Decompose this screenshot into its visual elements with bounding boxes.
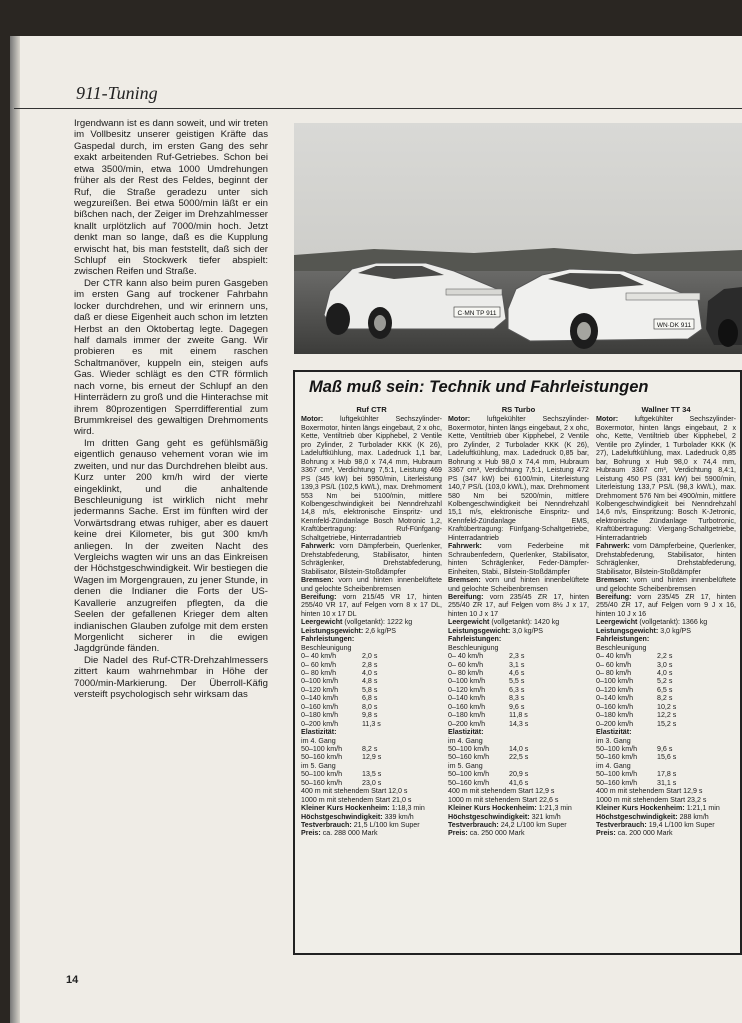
spec-kurs-value: 1:18,3 min — [391, 804, 425, 813]
spec-verbrauch-label: Testverbrauch: — [301, 821, 352, 829]
perf-label: 0–160 km/h — [596, 702, 634, 711]
spec-leistungsgewicht-label: Leistungsgewicht: — [448, 626, 511, 635]
perf-row — [448, 661, 589, 669]
perf-row — [301, 745, 442, 753]
perf-value: 5,8 s — [362, 685, 378, 694]
spec-fahrwerk — [448, 542, 589, 576]
perf-label: 50–160 km/h — [448, 753, 490, 762]
spec-kurs-label: Kleiner Kurs Hockenheim: — [596, 804, 685, 813]
start-1000: 1000 m mit stehendem Start 22,6 s — [448, 795, 559, 804]
perf-value: 12,2 s — [657, 711, 677, 720]
perf-row — [448, 711, 589, 719]
cars-photo — [294, 123, 742, 354]
perf-value: 15,2 s — [657, 719, 677, 728]
perf-value: 2,3 s — [509, 652, 525, 661]
perf-row — [596, 779, 736, 787]
spec-table-title: Maß muß sein: Technik und Fahrleistungen — [309, 378, 649, 396]
spec-fahrleistungen — [301, 635, 442, 643]
perf-value: 2,8 s — [362, 660, 378, 669]
perf-value: 8,0 s — [362, 702, 378, 711]
perf-row — [448, 686, 589, 694]
perf-label: 0–200 km/h — [596, 719, 634, 728]
gear-label: im 5. Gang — [301, 761, 336, 770]
perf-row — [301, 661, 442, 669]
perf-value: 41,6 s — [509, 778, 529, 787]
spec-leergewicht-note: (vollgetankt): — [639, 618, 680, 627]
spec-motor-label: Motor: — [301, 415, 324, 424]
perf-label: 50–160 km/h — [301, 753, 343, 762]
spec-bereifung-value: vorn 215/45 VR 17, hinten 255/40 VR 17, auf Felgen vorn 8 x 17 DL, hinten 10 x 17 DL — [301, 592, 442, 618]
spec-bremsen-value: vorn und hinten innenbelüftete und gelochte Scheibenbremsen — [448, 576, 589, 593]
fahrleistungen-label: Fahrleistungen: — [301, 635, 355, 644]
perf-label: 50–160 km/h — [301, 778, 343, 787]
perf-value: 17,8 s — [657, 770, 677, 779]
perf-row — [596, 753, 736, 761]
perf-value: 3,0 s — [657, 660, 673, 669]
perf-row — [448, 720, 589, 728]
spec-leistungsgewicht-value: 2,6 kg/PS — [365, 626, 397, 635]
perf-value: 11,3 s — [362, 719, 381, 728]
perf-value: 11,8 s — [509, 711, 528, 720]
spec-vmax — [301, 813, 442, 821]
perf-row — [301, 652, 442, 660]
spec-vmax-label: Höchstgeschwindigkeit: — [596, 812, 678, 821]
spec-kurs-value: 1:21,1 min — [686, 804, 720, 813]
perf-row — [596, 677, 736, 685]
perf-row — [596, 694, 736, 702]
spec-kurs-label: Kleiner Kurs Hockenheim: — [301, 804, 390, 813]
article-paragraph: Irgendwann ist es dann soweit, und wir treten im Vollbesitz unserer geistigen Kräfte das Gaspedal durch, im ersten Gang des sehr exakt arbeitenden Ruf-Getriebes. Schon bei etwa 3500/min, etwa 1000 Umdrehungen früher als der Rest des Feldes, beginnt der Ruf, die Straße geradezu unter sich wegzureißen. Bei etwa 5000/min läßt er ein bißchen nach, der Zeiger im Drehzahlmesser knallt urplötzlich auf 7000/min hoch. Jetzt denkt man so lange, daß es die Kupplung erwischt hat, bis man feststellt, daß sich der Schlupf ein Stockwerk tiefer abspielt: zwischen Reifen und Straße. — [74, 118, 268, 278]
perf-row — [301, 686, 442, 694]
beschleunigung-label: Beschleunigung — [448, 643, 499, 652]
spec-bereifung-label: Bereifung: — [301, 592, 337, 601]
magazine-page — [10, 36, 742, 1023]
spec-verbrauch-value: 21,5 L/100 km Super — [353, 821, 420, 829]
perf-value: 23,0 s — [362, 778, 382, 787]
elastizitaet-label: Elastizität: — [448, 728, 484, 737]
perf-label: 0–160 km/h — [301, 702, 339, 711]
elastizitaet-label: Elastizität: — [596, 728, 632, 737]
perf-label: 0–100 km/h — [448, 677, 486, 686]
perf-row — [596, 669, 736, 677]
spec-fahrleistungen — [448, 635, 589, 643]
perf-label: 0–200 km/h — [448, 719, 486, 728]
spec-preis-value: ca. 250 000 Mark — [469, 829, 525, 838]
spec-bremsen-value: vorn und hinten innenbelüftete und gelochte Scheibenbremsen — [596, 576, 736, 593]
car-name: RS Turbo — [501, 405, 536, 414]
gear-label: im 4. Gang — [596, 761, 631, 770]
perf-value: 12,9 s — [362, 753, 382, 762]
perf-value: 22,5 s — [509, 753, 529, 762]
spec-bremsen — [448, 576, 589, 593]
fahrleistungen-label: Fahrleistungen: — [448, 635, 502, 644]
spec-leistungsgewicht-value: 3,0 kg/PS — [660, 626, 692, 635]
perf-label: 0–180 km/h — [448, 711, 486, 720]
spec-leistungsgewicht-label: Leistungsgewicht: — [301, 626, 364, 635]
perf-label: 0–140 km/h — [301, 694, 339, 703]
car-column — [596, 406, 736, 838]
perf-label: 0–140 km/h — [596, 694, 634, 703]
start-400: 400 m mit stehendem Start 12,9 s — [448, 787, 555, 796]
spec-motor-label: Motor: — [596, 415, 619, 424]
perf-row — [596, 720, 736, 728]
perf-row — [301, 770, 442, 778]
perf-label: 50–100 km/h — [448, 770, 490, 779]
perf-value: 5,2 s — [657, 677, 673, 686]
spec-fahrwerk — [596, 542, 736, 576]
spec-bereifung-value: vorn 235/45 ZR 17, hinten 255/40 ZR 17, auf Felgen vorn 8½ J x 17, hinten 10 J x 17 — [448, 592, 589, 618]
perf-value: 6,3 s — [509, 685, 525, 694]
spec-kurs — [448, 804, 589, 812]
perf-label: 0–120 km/h — [448, 685, 486, 694]
spec-preis-label: Preis: — [448, 829, 468, 838]
spec-fahrleistungen — [596, 635, 736, 643]
perf-row — [448, 652, 589, 660]
spec-preis — [596, 829, 736, 837]
perf-value: 13,5 s — [362, 770, 382, 779]
start-400: 400 m mit stehendem Start 12,0 s — [301, 787, 408, 796]
perf-value: 14,0 s — [509, 744, 529, 753]
spec-motor-value: luftgekühlter Sechszylinder-Boxermotor, hinten längs eingebaut, 2 x ohc, Kette, Ventiltrieb über Kipphebel, 2 Ventile pro Zylinder, 2 Turbolader KKK (K 26), Ladeluftkühlung, max. Ladedruck 0,85 bar, Bohrung x Hub 98,0 x 74,4 mm, Hubraum 3367 cm³, Verdichtung 7,5:1, Leistung 472 PS (347 kW) bei 6100/min, Literleistung 140,7 PS/L (103,0 kW/L), max. Drehmoment 580 Nm bei 5200/min, mittlere Kolbengeschwindigkeit bei Nenndrehzahl 15,1 m/s, elektronische Einspritz- und Kennfeld-Zündanlage EMS, Kraftübertragung: Fünfgang-Schaltgetriebe, Hinterradantrieb — [448, 415, 589, 542]
spec-leergewicht — [596, 618, 736, 626]
spec-leistungsgewicht — [596, 627, 736, 635]
spec-motor — [301, 415, 442, 542]
spec-motor-value: luftgekühlter Sechszylinder-Boxermotor, hinten längs eingebaut, 2 x ohc, Kette, Ventiltrieb über Kipphebel, 2 Ventile pro Zylinder, 2 Turbolader KKK (K 26), Ladeluftkühlung, max. Ladedruck 1,1 bar, Bohrung x Hub 98,0 x 74,4 mm, Hubraum 3367 cm³, Verdichtung 7,5:1, Leistung 469 PS (345 kW) bei 5950/min, Literleistung 139,3 PS/L (102,5 kW/L), max. Drehmoment 553 Nm bei 5100/min, mittlere Kolbengeschwindigkeit bei Nenndrehzahl 14,8 m/s, elektronische Einspritz- und Kennfeld-Zündanlage Bosch Motronic 1,2, Kraftübertragung: Ruf-Fünfgang-Schaltgetriebe, Hinterradantrieb — [301, 415, 442, 542]
spec-bremsen — [301, 576, 442, 593]
perf-label: 0–160 km/h — [448, 702, 486, 711]
perf-label: 0– 40 km/h — [596, 652, 632, 661]
spec-bremsen-label: Bremsen: — [301, 576, 334, 585]
spec-elastizitaet — [448, 728, 589, 736]
spec-leergewicht-note: (vollgetankt): — [344, 618, 385, 627]
perf-value: 6,8 s — [362, 694, 378, 703]
article-text-column — [74, 118, 268, 1003]
perf-row — [301, 720, 442, 728]
perf-row — [596, 711, 736, 719]
perf-label: 0–200 km/h — [301, 719, 339, 728]
perf-label: 50–160 km/h — [448, 778, 490, 787]
car-column — [301, 406, 442, 838]
spec-verbrauch-value: 19,4 L/100 km Super — [648, 821, 715, 829]
spec-leistungsgewicht-value: 3,0 kg/PS — [512, 626, 544, 635]
spec-kurs — [301, 804, 442, 812]
spec-bereifung — [448, 593, 589, 618]
perf-value: 10,2 s — [657, 702, 677, 711]
elastizitaet-label: Elastizität: — [301, 728, 337, 737]
spec-leergewicht-value: 1366 kg — [681, 618, 708, 627]
perf-value: 9,8 s — [362, 711, 378, 720]
spec-vmax — [596, 813, 736, 821]
perf-row — [596, 703, 736, 711]
perf-label: 0–180 km/h — [596, 711, 634, 720]
spec-leistungsgewicht — [301, 627, 442, 635]
spec-bremsen-value: vorn und hinten innenbelüftete und gelochte Scheibenbremsen — [301, 576, 442, 593]
spec-vmax-label: Höchstgeschwindigkeit: — [301, 812, 383, 821]
spec-verbrauch-value: 24,2 L/100 km Super — [500, 821, 567, 829]
plate-right: WN·DK 911 — [656, 322, 692, 329]
perf-value: 8,2 s — [657, 694, 673, 703]
header-rule — [14, 108, 742, 109]
beschleunigung-label: Beschleunigung — [301, 643, 352, 652]
perf-row — [301, 753, 442, 761]
spec-vmax-value: 288 km/h — [679, 812, 709, 821]
article-paragraph: Der CTR kann also beim puren Gasgeben im ersten Gang auf trockener Fahrbahn locker durchdrehen, und wir erinnern uns, daß er diese Eigenheit auch schon im letzten Herbst an den Oktobertag legte. Dagegen half damals immer der zweite Gang. Wir probieren es mit einem raschen Schaltmanöver, kuppeln ein, steigen aufs Gas. Wieder schlägt es den CTR förmlich nach vorne, bis erneut der Schlupf an den Hinterrädern zu groß und die Hinterachse mit ihrem 80prozentigen Sperrdifferential zum Brummkreisel des gewaltigen Drehmoments wird. — [74, 277, 268, 438]
spec-vmax-value: 339 km/h — [384, 812, 414, 821]
perf-label: 0– 60 km/h — [301, 660, 337, 669]
perf-row — [448, 694, 589, 702]
perf-row — [301, 711, 442, 719]
spec-motor — [596, 415, 736, 542]
plate-left: C·MN TP 911 — [457, 310, 497, 317]
spec-vmax-label: Höchstgeschwindigkeit: — [448, 812, 530, 821]
perf-label: 50–100 km/h — [596, 770, 638, 779]
perf-value: 20,9 s — [509, 770, 529, 779]
perf-label: 50–160 km/h — [596, 778, 638, 787]
perf-value: 8,3 s — [509, 694, 525, 703]
perf-row — [448, 703, 589, 711]
perf-row — [301, 703, 442, 711]
gear-label: im 4. Gang — [301, 736, 336, 745]
perf-row — [596, 686, 736, 694]
perf-row — [596, 661, 736, 669]
perf-value: 14,3 s — [509, 719, 529, 728]
spec-verbrauch-label: Testverbrauch: — [448, 821, 499, 829]
spec-leergewicht-label: Leergewicht — [301, 618, 343, 627]
spec-vmax-value: 321 km/h — [531, 812, 561, 821]
spec-bereifung-label: Bereifung: — [448, 592, 484, 601]
car-column — [448, 406, 589, 838]
spec-fahrwerk-label: Fahrwerk: — [301, 542, 335, 551]
spec-leergewicht-label: Leergewicht — [448, 618, 490, 627]
spec-fahrwerk-value: vorn Dämpferbeine, Querlenker, Drehstabfederung, Stabilisator, hinten Schräglenker, Drehstabfederung, Stabilisator, Bilstein-Stoßdämpfer — [596, 542, 736, 576]
start-400: 400 m mit stehendem Start 12,9 s — [596, 787, 703, 796]
perf-row — [448, 753, 589, 761]
fahrleistungen-label: Fahrleistungen: — [596, 635, 650, 644]
perf-label: 0– 80 km/h — [448, 669, 484, 678]
spec-kurs-label: Kleiner Kurs Hockenheim: — [448, 804, 537, 813]
spec-leergewicht — [301, 618, 442, 626]
page-number: 14 — [66, 974, 79, 986]
perf-value: 2,0 s — [362, 652, 378, 661]
section-header: 911-Tuning — [76, 83, 158, 103]
spec-verbrauch — [301, 821, 442, 829]
perf-row — [301, 669, 442, 677]
perf-value: 4,0 s — [657, 669, 673, 678]
spec-preis-value: ca. 288 000 Mark — [322, 829, 378, 838]
spec-leistungsgewicht-label: Leistungsgewicht: — [596, 626, 659, 635]
perf-row — [301, 779, 442, 787]
car-name: Wallner TT 34 — [641, 405, 691, 414]
perf-value: 9,6 s — [657, 744, 673, 753]
perf-row — [596, 770, 736, 778]
spec-motor-label: Motor: — [448, 415, 471, 424]
spec-leergewicht-value: 1420 kg — [533, 618, 560, 627]
perf-value: 4,6 s — [509, 669, 525, 678]
perf-label: 0– 60 km/h — [596, 660, 632, 669]
spec-preis — [448, 829, 589, 837]
perf-value: 9,6 s — [509, 702, 525, 711]
spec-preis — [301, 829, 442, 837]
spec-table-box — [293, 370, 742, 955]
perf-label: 50–160 km/h — [596, 753, 638, 762]
gear-label: im 4. Gang — [448, 736, 483, 745]
perf-label: 50–100 km/h — [596, 744, 638, 753]
perf-label: 0– 80 km/h — [301, 669, 337, 678]
start-1000: 1000 m mit stehendem Start 23,2 s — [596, 795, 707, 804]
perf-value: 8,2 s — [362, 744, 378, 753]
spec-fahrwerk-label: Fahrwerk: — [596, 542, 630, 551]
perf-row — [448, 669, 589, 677]
spec-kurs — [596, 804, 736, 812]
perf-value: 3,1 s — [509, 660, 525, 669]
page-binding — [10, 36, 20, 1023]
perf-label: 0–140 km/h — [448, 694, 486, 703]
gear-label: im 5. Gang — [448, 761, 483, 770]
perf-value: 15,6 s — [657, 753, 677, 762]
gear-label: im 3. Gang — [596, 736, 631, 745]
spec-leergewicht-value: 1222 kg — [386, 618, 413, 627]
perf-label: 0–120 km/h — [596, 685, 634, 694]
article-paragraph: Die Nadel des Ruf-CTR-Drehzahlmessers zittert kaum wahrnehmbar in Höhe der 7000/min-Markierung. Der Überroll-Käfig versteift psychologisch sehr wirksam das — [74, 654, 268, 701]
spec-verbrauch-label: Testverbrauch: — [596, 821, 647, 829]
spec-bremsen-label: Bremsen: — [448, 576, 481, 585]
perf-label: 50–100 km/h — [301, 744, 343, 753]
car-name: Ruf CTR — [356, 405, 387, 414]
spec-fahrwerk-label: Fahrwerk: — [448, 542, 482, 551]
perf-value: 6,5 s — [657, 685, 673, 694]
perf-row — [448, 745, 589, 753]
perf-label: 0–180 km/h — [301, 711, 339, 720]
spec-preis-label: Preis: — [596, 829, 616, 838]
spec-bereifung — [301, 593, 442, 618]
perf-label: 0– 40 km/h — [448, 652, 484, 661]
spec-fahrwerk-value: vorn Dämpferbein, Querlenker, Drehstabfederung, Stabilisator, hinten Schräglenker, Drehstabfederung, Stabilisator, Bilstein-Stoßdämpfer — [301, 542, 442, 576]
perf-label: 0– 80 km/h — [596, 669, 632, 678]
perf-row — [596, 652, 736, 660]
perf-label: 0– 40 km/h — [301, 652, 337, 661]
spec-leergewicht-label: Leergewicht — [596, 618, 638, 627]
spec-leergewicht-note: (vollgetankt): — [491, 618, 532, 627]
spec-preis-value: ca. 200 000 Mark — [617, 829, 673, 838]
spec-leergewicht — [448, 618, 589, 626]
spec-elastizitaet — [301, 728, 442, 736]
spec-fahrwerk-value: vorn Federbeine mit Schraubenfedern, Querlenker, Stabilisator, hinten Schräglenker, Feder-Dämpfer-Einheiten, Stabi., Bilstein-Stoßdämpfer — [448, 542, 589, 576]
perf-row — [301, 694, 442, 702]
spec-motor-value: luftgekühlter Sechszylinder-Boxermotor, hinten längs eingebaut, 2 x ohc, Kette, Ventiltrieb über Kipphebel, 2 Ventile pro Zylinder, 1 Turbolader KKK (K 27), Ladeluftkühlung, max. Ladedruck 0,85 bar, Bohrung x Hub 98,0 x 74,4 mm, Hubraum 3367 cm³, Verdichtung 8,4:1, Leistung 450 PS (331 kW) bei 5900/min, Literleistung 133,7 PS/L (98,3 kW/L), max. Drehmoment 576 Nm bei 4900/min, mittlere Kolbengeschwindigkeit bei Nenndrehzahl 14,6 m/s, Einspritzung: Bosch K-Jetronic, elektronische Zündanlage Turbotronic, Kraftübertragung: Viergang-Schaltgetriebe, Hinterradantrieb — [596, 415, 736, 542]
perf-value: 4,0 s — [362, 669, 378, 678]
spec-verbrauch — [596, 821, 736, 829]
perf-label: 0–120 km/h — [301, 685, 339, 694]
perf-value: 5,5 s — [509, 677, 525, 686]
beschleunigung-label: Beschleunigung — [596, 643, 647, 652]
perf-row — [301, 677, 442, 685]
perf-value: 4,8 s — [362, 677, 378, 686]
perf-label: 0–100 km/h — [596, 677, 634, 686]
spec-leistungsgewicht — [448, 627, 589, 635]
perf-label: 0–100 km/h — [301, 677, 339, 686]
perf-row — [596, 745, 736, 753]
spec-bereifung-value: vorn 235/45 ZR 17, hinten 255/40 ZR 17, auf Felgen vorn 9 J x 16, hinten 10 J x 16 — [596, 592, 736, 618]
spec-vmax — [448, 813, 589, 821]
spec-kurs-value: 1:21,3 min — [538, 804, 572, 813]
spec-bremsen — [596, 576, 736, 593]
perf-row — [448, 677, 589, 685]
spec-fahrwerk — [301, 542, 442, 576]
spec-elastizitaet — [596, 728, 736, 736]
article-paragraph: Im dritten Gang geht es gefühlsmäßig eigentlich genauso vehement voran wie im zweiten, und nur das Durchdrehen bleibt aus. Kurz unter 200 km/h wird der vierte eingeklinkt, und die anhaltende Beschleunigung ist wirklich nicht mehr jedermanns Sache. Erst im fünften wird der Vorwärtsdrang etwas ruhiger, aber es dauert keine drei Kilometer, bis gut 300 km/h anliegen. In der zweiten Nacht des Vergleichs wagten wir uns an das Einkreisen der Höchstgeschwindigkeit. Wir bestiegen die Wagen im Morgengrauen, zu jener Stunde, in denen die Indianer die Forts der US-Kavallerie anzugreifen pflegten, da die Seelen der gefallenen Krieger dem alten indianischen Glauben zufolge mit dem ersten Morgenlicht sicherer in die ewigen Jagdgründe fänden. — [74, 437, 268, 655]
perf-label: 50–100 km/h — [448, 744, 490, 753]
photo-graphic — [294, 123, 742, 354]
perf-row — [448, 779, 589, 787]
spec-bereifung-label: Bereifung: — [596, 592, 632, 601]
perf-row — [448, 770, 589, 778]
spec-preis-label: Preis: — [301, 829, 321, 838]
start-1000: 1000 m mit stehendem Start 21,0 s — [301, 795, 412, 804]
spec-motor — [448, 415, 589, 542]
perf-value: 2,2 s — [657, 652, 673, 661]
spec-bereifung — [596, 593, 736, 618]
perf-label: 50–100 km/h — [301, 770, 343, 779]
spec-bremsen-label: Bremsen: — [596, 576, 629, 585]
perf-label: 0– 60 km/h — [448, 660, 484, 669]
spec-verbrauch — [448, 821, 589, 829]
perf-value: 31,1 s — [657, 778, 677, 787]
